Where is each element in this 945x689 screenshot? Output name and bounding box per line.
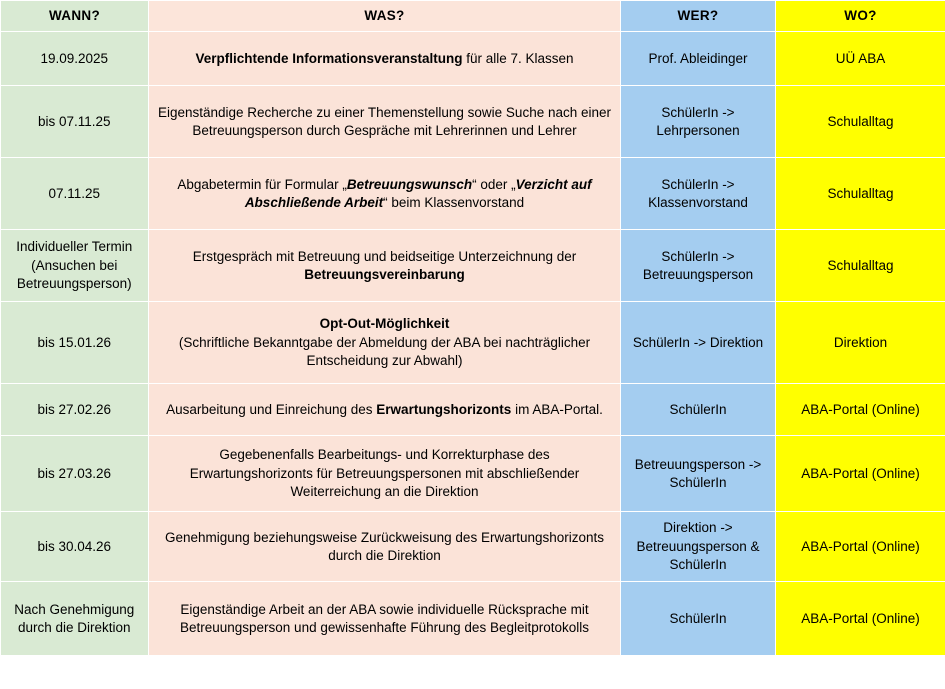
cell-wann: Nach Genehmigung durch die Direktion xyxy=(1,582,149,656)
cell-wer: Direktion -> Betreuungsperson & SchülerIn xyxy=(621,512,776,582)
column-header-wo: WO? xyxy=(776,1,945,32)
cell-was: Eigenständige Arbeit an der ABA sowie individuelle Rücksprache mit Betreuungsperson und gewissenhafte Führung des Begleitprotokolls xyxy=(149,582,621,656)
cell-wann: 19.09.2025 xyxy=(1,32,149,86)
cell-was: Gegebenenfalls Bearbeitungs- und Korrekturphase des Erwartungshorizonts für Betreuungspersonen mit abschließender Weiterreichung an die Direktion xyxy=(149,436,621,512)
cell-wer: SchülerIn xyxy=(621,582,776,656)
cell-wo: ABA-Portal (Online) xyxy=(776,512,945,582)
cell-wann: bis 30.04.26 xyxy=(1,512,149,582)
table-row xyxy=(1,582,945,656)
cell-wer: SchülerIn xyxy=(621,384,776,436)
cell-wo: ABA-Portal (Online) xyxy=(776,384,945,436)
table-row xyxy=(1,436,945,512)
table-row xyxy=(1,230,945,302)
cell-wann: 07.11.25 xyxy=(1,158,149,230)
cell-was: Eigenständige Recherche zu einer Themenstellung sowie Suche nach einer Betreuungsperson durch Gespräche mit Lehrerinnen und Lehrer xyxy=(149,86,621,158)
column-header-wann: WANN? xyxy=(1,1,149,32)
cell-wann: Individueller Termin (Ansuchen bei Betreuungsperson) xyxy=(1,230,149,302)
cell-was: Genehmigung beziehungsweise Zurückweisung des Erwartungshorizonts durch die Direktion xyxy=(149,512,621,582)
cell-wann: bis 15.01.26 xyxy=(1,302,149,384)
cell-wer: SchülerIn -> Klassenvorstand xyxy=(621,158,776,230)
cell-wann: bis 27.03.26 xyxy=(1,436,149,512)
cell-wo: Schulalltag xyxy=(776,230,945,302)
cell-wer: SchülerIn -> Lehrpersonen xyxy=(621,86,776,158)
table-row xyxy=(1,32,945,86)
cell-wo: ABA-Portal (Online) xyxy=(776,582,945,656)
cell-wo: Direktion xyxy=(776,302,945,384)
cell-wo: ABA-Portal (Online) xyxy=(776,436,945,512)
cell-wo: Schulalltag xyxy=(776,86,945,158)
table-row xyxy=(1,302,945,384)
column-header-wer: WER? xyxy=(621,1,776,32)
cell-wann: bis 27.02.26 xyxy=(1,384,149,436)
column-header-was: WAS? xyxy=(149,1,621,32)
table-row xyxy=(1,512,945,582)
cell-was: Opt-Out-Möglichkeit (Schriftliche Bekanntgabe der Abmeldung der ABA bei nachträglicher Entscheidung zur Abwahl) xyxy=(149,302,621,384)
cell-wann: bis 07.11.25 xyxy=(1,86,149,158)
table-row xyxy=(1,86,945,158)
cell-wo: Schulalltag xyxy=(776,158,945,230)
cell-wer: SchülerIn -> Betreuungsperson xyxy=(621,230,776,302)
table-row xyxy=(1,384,945,436)
table-row xyxy=(1,158,945,230)
table-header-row xyxy=(1,1,945,32)
cell-was: Verpflichtende Informationsveranstaltung für alle 7. Klassen xyxy=(149,32,621,86)
cell-wer: SchülerIn -> Direktion xyxy=(621,302,776,384)
table-body xyxy=(1,32,945,656)
cell-was: Abgabetermin für Formular „Betreuungswunsch“ oder „Verzicht auf Abschließende Arbeit“ beim Klassenvorstand xyxy=(149,158,621,230)
cell-was: Erstgespräch mit Betreuung und beidseitige Unterzeichnung der Betreuungsvereinbarung xyxy=(149,230,621,302)
cell-wo: UÜ ABA xyxy=(776,32,945,86)
cell-wer: Betreuungsperson -> SchülerIn xyxy=(621,436,776,512)
cell-wer: Prof. Ableidinger xyxy=(621,32,776,86)
cell-was: Ausarbeitung und Einreichung des Erwartungshorizonts im ABA-Portal. xyxy=(149,384,621,436)
